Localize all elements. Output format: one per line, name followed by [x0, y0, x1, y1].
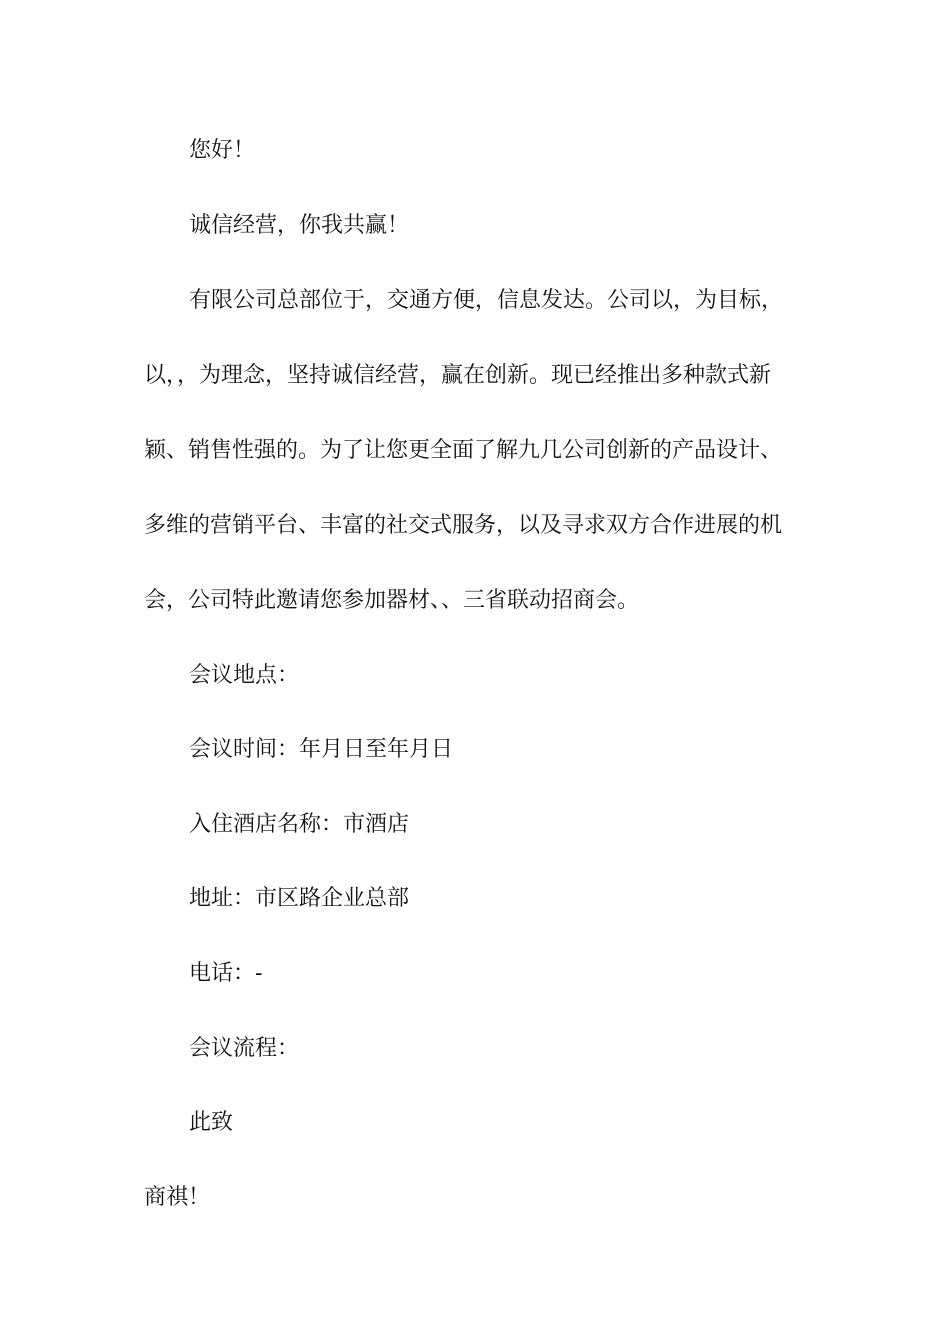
meeting-flow: 会议流程： — [189, 1036, 300, 1061]
address: 地址：市区路企业总部 — [189, 886, 410, 911]
closing: 此致 — [189, 1110, 234, 1135]
slogan: 诚信经营，你我共赢！ — [189, 213, 410, 238]
intro-paragraph-line: 以，，为理念，坚持诚信经营，赢在创新。现已经推出多种款式新 — [144, 363, 772, 388]
meeting-location: 会议地点： — [189, 663, 300, 688]
meeting-time: 会议时间：年月日至年月日 — [189, 737, 454, 762]
intro-paragraph-line: 会，公司特此邀请您参加器材、、三省联动招商会。 — [144, 588, 640, 613]
phone: 电话：- — [189, 961, 263, 986]
intro-paragraph-line: 有限公司总部位于，交通方便，信息发达。公司以，为目标， — [189, 288, 784, 313]
hotel-name: 入住酒店名称：市酒店 — [189, 812, 410, 837]
intro-paragraph-line: 多维的营销平台、丰富的社交式服务，以及寻求双方合作进展的机 — [144, 513, 783, 538]
greeting: 您好！ — [189, 138, 256, 163]
intro-paragraph-line: 颖、销售性强的。为了让您更全面了解九几公司创新的产品设计、 — [144, 438, 783, 463]
sign-off: 商祺！ — [144, 1185, 211, 1210]
